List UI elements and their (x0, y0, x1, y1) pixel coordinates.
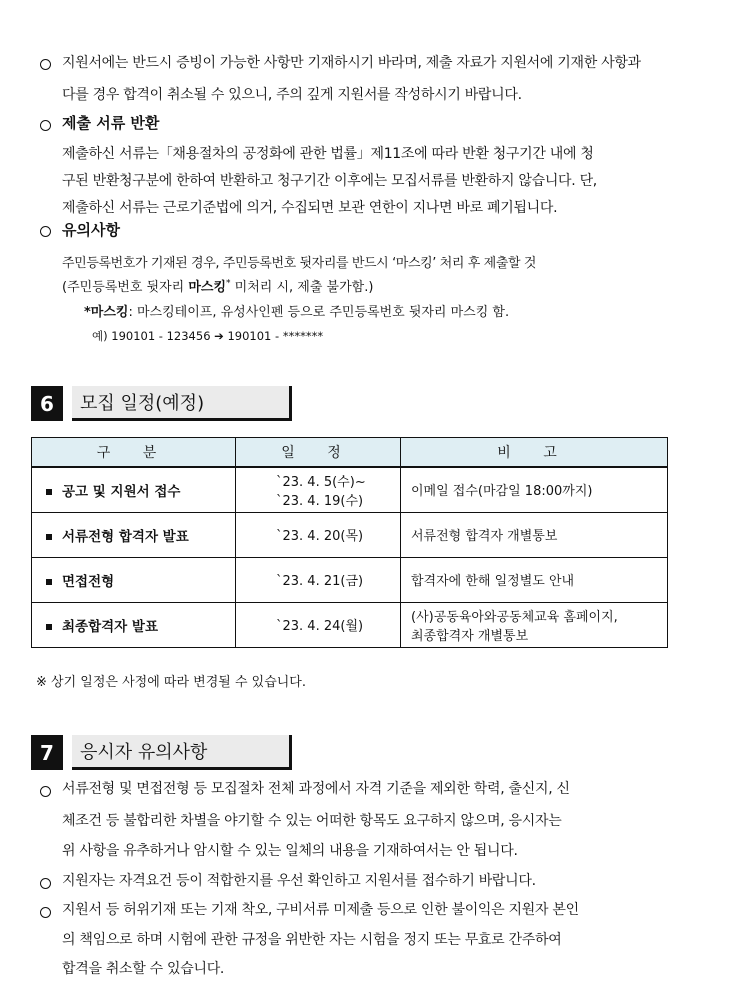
notes-heading: 유의사항 (62, 221, 120, 239)
row-date: `23. 4. 24(월) (236, 602, 401, 647)
row-date: `23. 4. 5(수)~ `23. 4. 19(수) (236, 467, 401, 512)
row-category: 최종합격자 발표 (32, 602, 236, 647)
section7-b2-line-1: 지원자는 자격요건 등이 적합한지를 우선 확인하고 지원서를 접수하기 바랍니다. (62, 873, 536, 889)
section-7-title: 응시자 유의사항 (72, 735, 292, 770)
circle-bullet-icon (40, 226, 51, 237)
row-category: 면접전형 (32, 557, 236, 602)
circle-bullet-icon (40, 907, 51, 918)
intro-line-2: 다를 경우 합격이 취소될 수 있으니, 주의 깊게 지원서를 작성하시기 바랍니다. (62, 87, 522, 103)
square-bullet-icon (46, 534, 52, 540)
row-category: 서류전형 합격자 발표 (32, 512, 236, 557)
row-note: (사)공동육아와공동체교육 홈페이지, 최종합격자 개별통보 (401, 602, 668, 647)
table-row (32, 467, 668, 512)
section7-b3-line-1: 지원서 등 허위기재 또는 기재 착오, 구비서류 미제출 등으로 인한 불이익은 지원자 본인 (62, 902, 579, 918)
notes-line-2 (62, 276, 373, 295)
square-bullet-icon (46, 579, 52, 585)
schedule-table (31, 437, 668, 648)
row-date: `23. 4. 20(목) (236, 512, 401, 557)
square-bullet-icon (46, 624, 52, 630)
section7-b1-line-1: 서류전형 및 면접전형 등 모집절차 전체 과정에서 자격 기준을 제외한 학력, 출신지, 신 (62, 781, 570, 797)
section7-b1-line-2: 체조건 등 불합리한 차별을 야기할 수 있는 어떠한 항목도 요구하지 않으며, 응시자는 (62, 813, 562, 829)
header-note: 비 고 (401, 438, 668, 468)
square-bullet-icon (46, 489, 52, 495)
table-row (32, 512, 668, 557)
section-7-number: 7 (31, 735, 63, 770)
section7-b3-line-3: 합격을 취소할 수 있습니다. (62, 961, 225, 977)
row-date: `23. 4. 21(금) (236, 557, 401, 602)
notes-line-2-post: 미처리 시, 제출 불가함.) (230, 280, 374, 295)
return-docs-line-1: 제출하신 서류는「채용절차의 공정화에 관한 법률」제11조에 따라 반환 청구기간 내에 청 (62, 146, 594, 162)
masking-label: *마스킹 (84, 305, 129, 320)
header-category: 구 분 (32, 438, 236, 468)
header-date: 일 정 (236, 438, 401, 468)
row-category: 공고 및 지원서 접수 (32, 467, 236, 512)
return-docs-heading: 제출 서류 반환 (62, 114, 160, 132)
circle-bullet-icon (40, 59, 51, 70)
circle-bullet-icon (40, 878, 51, 889)
notes-line-2-pre: (주민등록번호 뒷자리 (62, 280, 189, 295)
table-row (32, 557, 668, 602)
section7-b1-line-3: 위 사항을 유추하거나 암시할 수 있는 일체의 내용을 기재하여서는 안 됩니다. (62, 843, 518, 859)
table-row (32, 602, 668, 647)
section-6-title: 모집 일정(예정) (72, 386, 292, 421)
circle-bullet-icon (40, 120, 51, 131)
table-header-row (32, 438, 668, 468)
circle-bullet-icon (40, 786, 51, 797)
row-note: 서류전형 합격자 개별통보 (401, 512, 668, 557)
intro-line-1: 지원서에는 반드시 증빙이 가능한 사항만 기재하시기 바라며, 제출 자료가 지원서에 기재한 사항과 (62, 55, 641, 71)
notes-line-1: 주민등록번호가 기재된 경우, 주민등록번호 뒷자리를 반드시 ‘마스킹’ 처리 후 제출할 것 (62, 256, 537, 271)
masking-definition (84, 301, 509, 320)
schedule-footnote: ※ 상기 일정은 사정에 따라 변경될 수 있습니다. (36, 675, 306, 690)
return-docs-line-3: 제출하신 서류는 근로기준법에 의거, 수집되면 보관 연한이 지나면 바로 폐기됩니다. (62, 200, 558, 216)
notes-asterisk: * (226, 278, 231, 289)
masking-text: : 마스킹테이프, 유성사인펜 등으로 주민등록번호 뒷자리 마스킹 함. (128, 305, 510, 320)
return-docs-line-2: 구된 반환청구분에 한하여 반환하고 청구기간 이후에는 모집서류를 반환하지 않습니다. 단, (62, 173, 597, 189)
row-note: 합격자에 한해 일정별도 안내 (401, 557, 668, 602)
section7-b3-line-2: 의 책임으로 하며 시험에 관한 규정을 위반한 자는 시험을 정지 또는 무효로 간주하여 (62, 932, 562, 948)
notes-masking-bold: 마스킹 (188, 280, 227, 295)
masking-example: 예) 190101 - 123456 ➔ 190101 - ******* (92, 329, 324, 343)
section-6-number: 6 (31, 386, 63, 421)
row-note: 이메일 접수(마감일 18:00까지) (401, 467, 668, 512)
